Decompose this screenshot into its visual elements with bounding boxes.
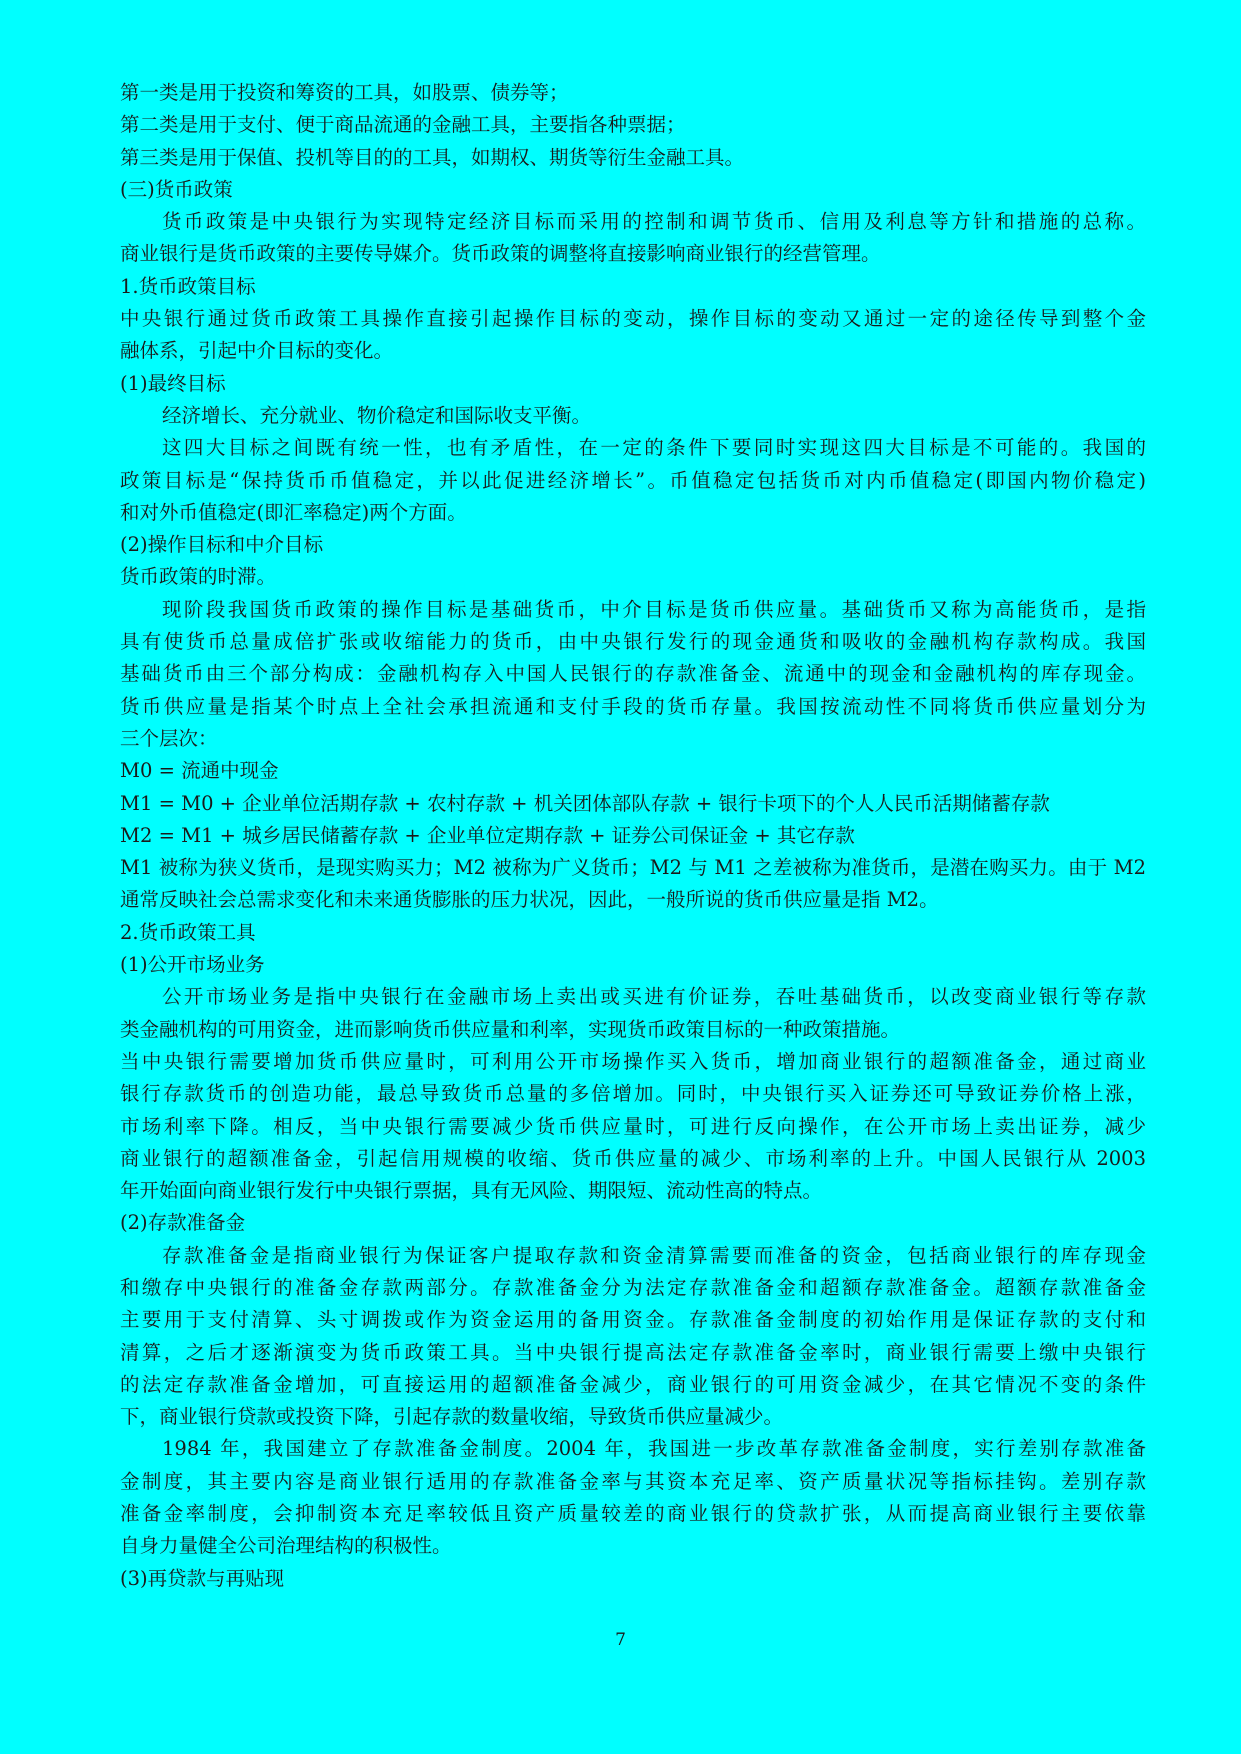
paragraph-line: M1 被称为狭义货币，是现实购买力；M2 被称为广义货币；M2 与 M1 之差被称为准货币，是潜在购买力。由于 M2 bbox=[120, 856, 1146, 880]
paragraph-line: 市场利率下降。相反，当中央银行需要减少货币供应量时，可进行反向操作，在公开市场上卖出证券，减少 bbox=[120, 1114, 1146, 1138]
paragraph-line: 政策目标是“保持货币币值稳定，并以此促进经济增长”。币值稳定包括货币对内币值稳定(即国内物价稳定) bbox=[120, 468, 1146, 492]
item-heading: (2)存款准备金 bbox=[120, 1211, 246, 1235]
paragraph-line: 金制度，其主要内容是商业银行适用的存款准备金率与其资本充足率、资产质量状况等指标挂钩。差别存款 bbox=[120, 1469, 1146, 1493]
paragraph-line: 存款准备金是指商业银行为保证客户提取存款和资金清算需要而准备的资金，包括商业银行的库存现金 bbox=[162, 1243, 1146, 1267]
text-line: 第二类是用于支付、便于商品流通的金融工具，主要指各种票据； bbox=[120, 113, 686, 137]
paragraph-line: 主要用于支付清算、头寸调拨或作为资金运用的备用资金。存款准备金制度的初始作用是保证存款的支付和 bbox=[120, 1308, 1146, 1332]
paragraph-line: 三个层次： bbox=[120, 726, 218, 750]
paragraph-line: 的法定存款准备金增加，可直接运用的超额准备金减少，商业银行的可用资金减少，在其它情况不变的条件 bbox=[120, 1372, 1146, 1396]
section-heading: (三)货币政策 bbox=[120, 177, 233, 201]
page-number: 7 bbox=[615, 1630, 626, 1650]
paragraph-line: 年开始面向商业银行发行中央银行票据，具有无风险、期限短、流动性高的特点。 bbox=[120, 1179, 823, 1203]
formula-line: M2 = M1 + 城乡居民储蓄存款 + 企业单位定期存款 + 证券公司保证金 + 其它存款 bbox=[120, 823, 855, 847]
paragraph-line: 货币供应量是指某个时点上全社会承担流通和支付手段的货币存量。我国按流动性不同将货币供应量划分为 bbox=[120, 694, 1146, 718]
item-heading: (1)公开市场业务 bbox=[120, 953, 265, 977]
formula-line: M0 = 流通中现金 bbox=[120, 759, 279, 783]
subsection-heading: 1.货币政策目标 bbox=[120, 274, 256, 298]
subsection-heading: 2.货币政策工具 bbox=[120, 920, 256, 944]
paragraph-line: 中央银行通过货币政策工具操作直接引起操作目标的变动，操作目标的变动又通过一定的途径传导到整个金 bbox=[120, 307, 1146, 331]
item-heading: (1)最终目标 bbox=[120, 371, 226, 395]
paragraph-line: 现阶段我国货币政策的操作目标是基础货币，中介目标是货币供应量。基础货币又称为高能货币，是指 bbox=[162, 597, 1146, 621]
paragraph-line: 商业银行的超额准备金，引起信用规模的收缩、货币供应量的减少、市场利率的上升。中国人民银行从 2003 bbox=[120, 1146, 1146, 1170]
paragraph-line: 和对外币值稳定(即汇率稳定)两个方面。 bbox=[120, 500, 467, 524]
paragraph-line: 融体系，引起中介目标的变化。 bbox=[120, 339, 394, 363]
text-line: 第一类是用于投资和筹资的工具，如股票、债券等； bbox=[120, 81, 569, 104]
paragraph-line: 1984 年，我国建立了存款准备金制度。2004 年，我国进一步改革存款准备金制度，实行差别存款准备 bbox=[162, 1437, 1146, 1461]
paragraph-line: 和缴存中央银行的准备金存款两部分。存款准备金分为法定存款准备金和超额存款准备金。超额存款准备金 bbox=[120, 1275, 1146, 1299]
paragraph-line: 当中央银行需要增加货币供应量时，可利用公开市场操作买入货币，增加商业银行的超额准备金，通过商业 bbox=[120, 1049, 1146, 1073]
paragraph-line: 类金融机构的可用资金，进而影响货币供应量和利率，实现货币政策目标的一种政策措施。 bbox=[120, 1017, 901, 1041]
paragraph-line: 公开市场业务是指中央银行在金融市场上卖出或买进有价证券，吞吐基础货币，以改变商业银行等存款 bbox=[162, 985, 1146, 1009]
paragraph-line: 准备金率制度，会抑制资本充足率较低且资产质量较差的商业银行的贷款扩张，从而提高商业银行主要依靠 bbox=[120, 1502, 1146, 1526]
formula-line: M1 = M0 + 企业单位活期存款 + 农村存款 + 机关团体部队存款 + 银行卡项下的个人人民币活期储蓄存款 bbox=[120, 791, 1050, 815]
paragraph-line: 货币政策是中央银行为实现特定经济目标而采用的控制和调节货币、信用及利息等方针和措施的总称。 bbox=[162, 210, 1146, 234]
paragraph-line: 银行存款货币的创造功能，最总导致货币总量的多倍增加。同时，中央银行买入证券还可导致证券价格上涨， bbox=[120, 1082, 1146, 1106]
item-heading: (3)再贷款与再贴现 bbox=[120, 1566, 285, 1590]
paragraph-line: 清算，之后才逐渐演变为货币政策工具。当中央银行提高法定存款准备金率时，商业银行需要上缴中央银行 bbox=[120, 1340, 1146, 1364]
paragraph-line: 通常反映社会总需求变化和未来通货膨胀的压力状况，因此，一般所说的货币供应量是指 M2。 bbox=[120, 888, 939, 912]
paragraph-line: 基础货币由三个部分构成：金融机构存入中国人民银行的存款准备金、流通中的现金和金融机构的库存现金。 bbox=[120, 662, 1146, 686]
paragraph-line: 商业银行是货币政策的主要传导媒介。货币政策的调整将直接影响商业银行的经营管理。 bbox=[120, 242, 881, 266]
paragraph-line: 这四大目标之间既有统一性，也有矛盾性，在一定的条件下要同时实现这四大目标是不可能的。我国的 bbox=[162, 436, 1146, 460]
item-heading: (2)操作目标和中介目标 bbox=[120, 533, 324, 557]
paragraph-line: 经济增长、充分就业、物价稳定和国际收支平衡。 bbox=[162, 403, 592, 427]
paragraph-line: 自身力量健全公司治理结构的积极性。 bbox=[120, 1534, 452, 1558]
text-line: 第三类是用于保值、投机等目的的工具，如期权、期货等衍生金融工具。 bbox=[120, 145, 745, 169]
document-page bbox=[120, 77, 1146, 1595]
paragraph-line: 货币政策的时滞。 bbox=[120, 565, 277, 589]
paragraph-line: 具有使货币总量成倍扩张或收缩能力的货币，由中央银行发行的现金通货和吸收的金融机构存款构成。我国 bbox=[120, 630, 1146, 654]
paragraph-line: 下，商业银行贷款或投资下降，引起存款的数量收缩，导致货币供应量减少。 bbox=[120, 1405, 784, 1429]
